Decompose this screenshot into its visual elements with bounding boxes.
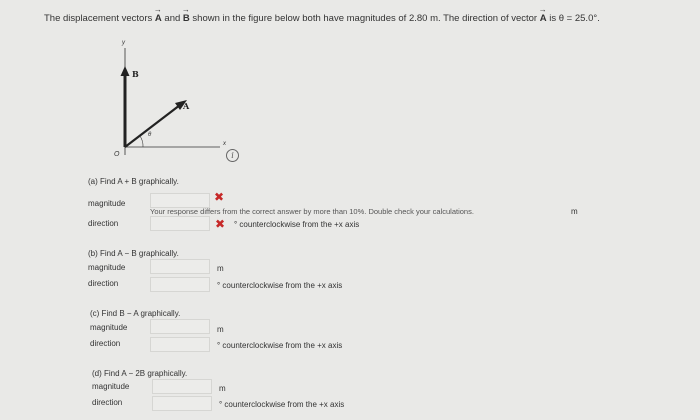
vector-a-symbol: → A: [155, 13, 162, 24]
part-c-direction-suffix: ° counterclockwise from the +x axis: [217, 341, 343, 350]
part-d-direction-suffix: ° counterclockwise from the +x axis: [219, 400, 345, 409]
part-a-direction-input[interactable]: [150, 216, 210, 231]
part-d-direction-label: direction: [92, 398, 123, 407]
part-d-magnitude-unit: m: [219, 384, 226, 393]
vector-a-line: [125, 105, 180, 147]
part-b-magnitude-unit: m: [217, 264, 224, 273]
part-d-magnitude-label: magnitude: [92, 382, 130, 391]
part-d-direction-input[interactable]: [152, 396, 212, 411]
part-b-magnitude-input[interactable]: [150, 259, 210, 274]
part-a-direction-error-icon: ✖: [215, 217, 226, 231]
part-a-magnitude-unit: m: [571, 207, 578, 216]
theta-label: θ: [148, 132, 152, 138]
theta-arc: [140, 136, 143, 147]
part-c-title: (c) Find B − A graphically.: [90, 309, 181, 318]
part-a-direction-label: direction: [88, 219, 119, 228]
part-b-direction-label: direction: [88, 279, 119, 288]
problem-text-prefix: The displacement vectors: [44, 13, 155, 24]
part-b-title: (b) Find A − B graphically.: [88, 249, 179, 258]
part-c-direction-input[interactable]: [150, 337, 210, 352]
part-c-magnitude-unit: m: [217, 325, 224, 334]
part-b-direction-input[interactable]: [150, 277, 210, 292]
part-d-title: (d) Find A − 2B graphically.: [92, 369, 188, 378]
problem-text-end: is θ = 25.0°.: [546, 13, 600, 24]
part-b-magnitude-label: magnitude: [88, 263, 126, 272]
part-c-magnitude-input[interactable]: [150, 319, 210, 334]
vector-diagram: [95, 30, 275, 170]
vector-a-symbol-2: → A: [540, 13, 547, 24]
vector-b-arrowhead: [121, 66, 130, 76]
vector-b-symbol: → B: [183, 13, 190, 24]
part-a-direction-suffix: ° counterclockwise from the +x axis: [234, 220, 360, 229]
part-a-magnitude-error-icon: ✖: [214, 190, 225, 204]
y-axis-label: y: [122, 40, 125, 46]
part-a-error-message: Your response differs from the correct answer by more than 10%. Double check your calculations.: [150, 207, 474, 216]
part-c-magnitude-label: magnitude: [90, 323, 128, 332]
part-b-direction-suffix: ° counterclockwise from the +x axis: [217, 281, 343, 290]
x-axis-label: x: [223, 141, 226, 147]
vector-a-label: A: [183, 101, 190, 111]
problem-text-mid: shown in the figure below both have magnitudes of 2.80 m. The direction of vector: [189, 13, 540, 24]
problem-statement: [44, 13, 600, 24]
part-a-magnitude-label: magnitude: [88, 199, 126, 208]
part-a-magnitude-input[interactable]: [150, 193, 210, 208]
problem-and: and: [161, 13, 183, 24]
vector-b-label: B: [132, 69, 139, 79]
info-icon[interactable]: i: [226, 149, 239, 162]
origin-label: O: [114, 151, 120, 158]
part-a-title: (a) Find A + B graphically.: [88, 177, 179, 186]
part-c-direction-label: direction: [90, 339, 121, 348]
part-d-magnitude-input[interactable]: [152, 379, 212, 394]
